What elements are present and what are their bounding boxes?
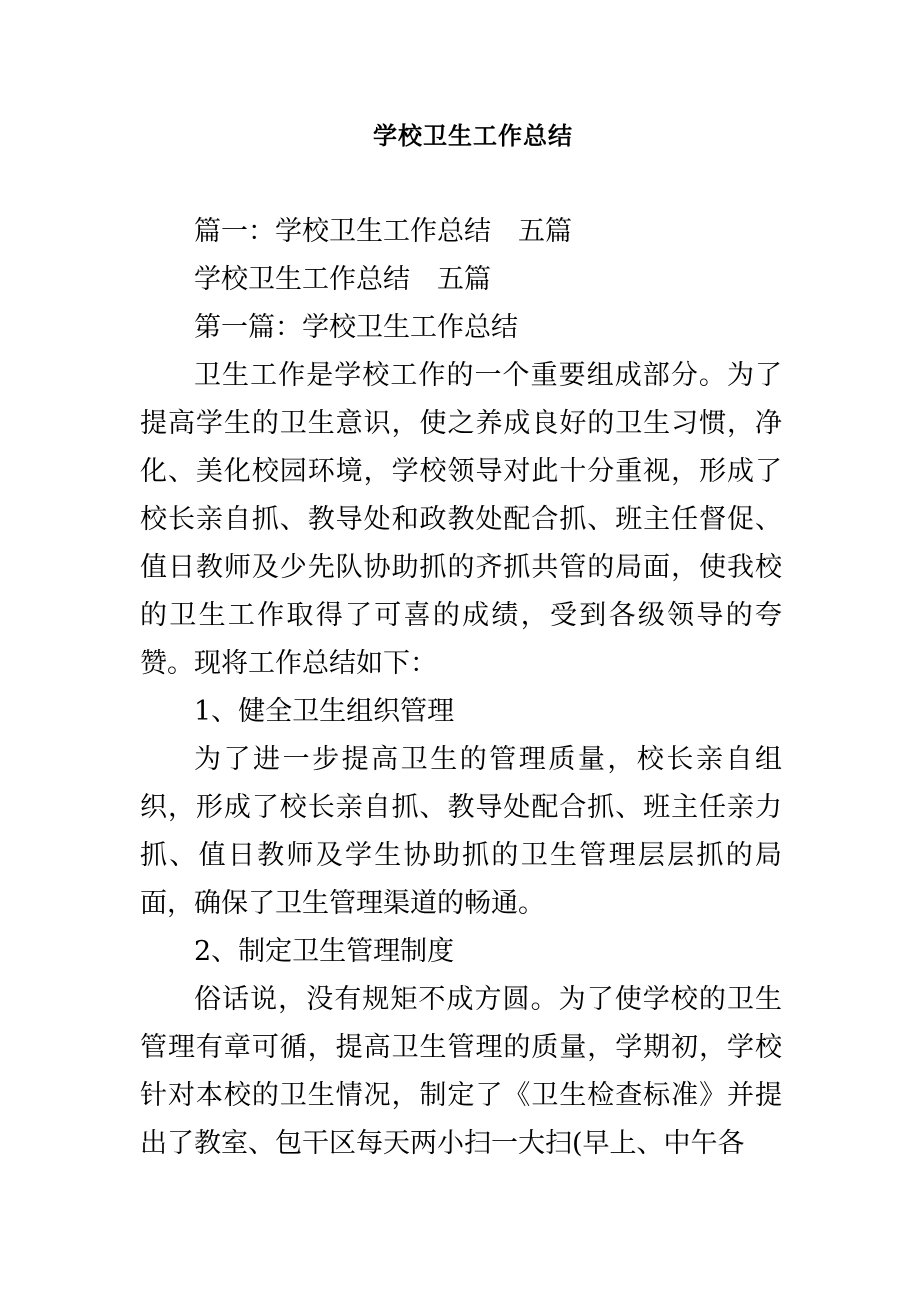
section-heading-part-one: 篇一：学校卫生工作总结 五篇: [194, 216, 572, 247]
item-paragraph-2: 俗话说，没有规矩不成方圆。为了使学校的卫生管理有章可循，提高卫生管理的质量，学期初，学校针对本校的卫生情况，制定了《卫生检查标准》并提出了教室、包干区每天两小扫一大扫(早上、中午各: [140, 984, 782, 1159]
item-paragraph-1: 为了进一步提高卫生的管理质量，校长亲自组织，形成了校长亲自抓、教导处配合抓、班主任亲力抓、值日教师及学生协助抓的卫生管理层层抓的局面，确保了卫生管理渠道的畅通。: [140, 744, 782, 919]
section-heading-first: 第一篇：学校卫生工作总结: [194, 312, 518, 343]
document-body: [140, 208, 782, 1168]
item-heading-2: 2、制定卫生管理制度: [194, 936, 455, 967]
document-title: 学校卫生工作总结: [373, 121, 573, 150]
subheading-five-parts: 学校卫生工作总结 五篇: [194, 264, 491, 295]
item-heading-1: 1、健全卫生组织管理: [194, 696, 455, 727]
intro-paragraph: 卫生工作是学校工作的一个重要组成部分。为了提高学生的卫生意识，使之养成良好的卫生习惯，净化、美化校园环境，学校领导对此十分重视，形成了校长亲自抓、教导处和政教处配合抓、班主任督促、值日教师及少先队协助抓的齐抓共管的局面，使我校的卫生工作取得了可喜的成绩，受到各级领导的夸赞。现将工作总结如下：: [140, 360, 782, 679]
